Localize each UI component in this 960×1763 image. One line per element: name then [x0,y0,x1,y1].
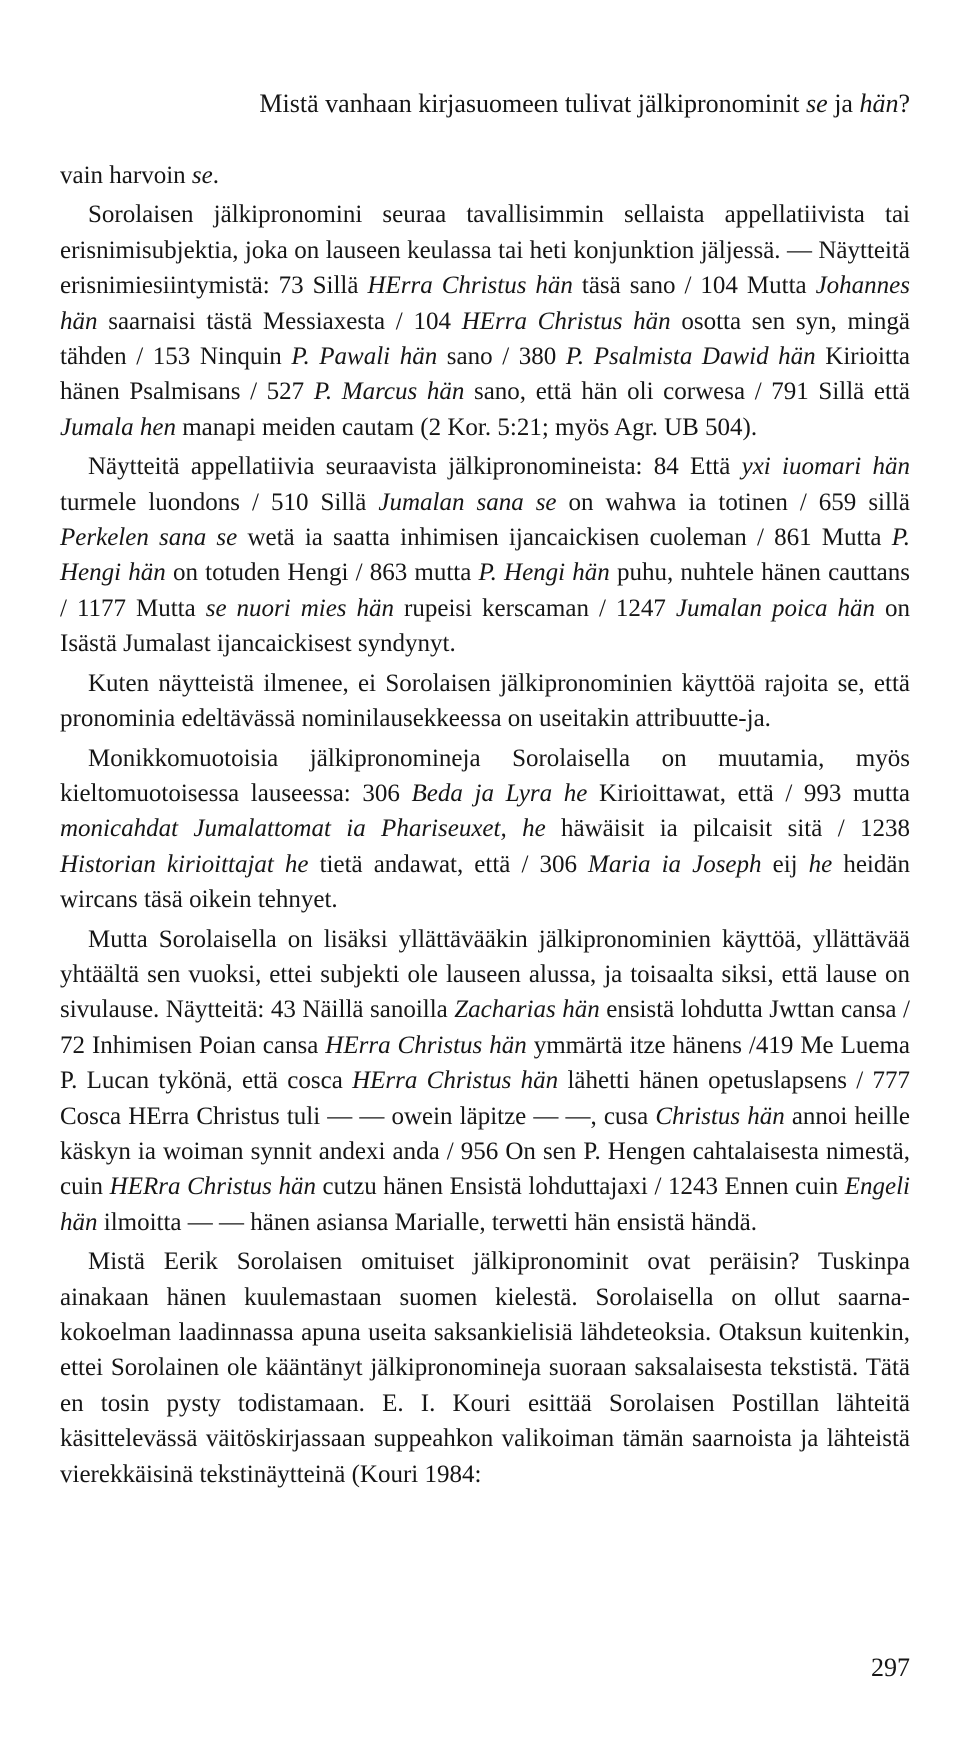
italic-example: P. Psalmista Dawid hän [565,343,816,371]
running-head [220,88,910,119]
paragraph-text: cutzu hänen Ensistä lohduttajaxi / 1243 Ennen cuin [315,1173,845,1201]
document-page [60,0,910,1763]
running-head-question-mark: ? [898,89,910,118]
running-head-conjunction: ja [827,89,860,118]
italic-example: Beda ja Lyra he [411,779,588,807]
paragraph-text: heidän wircans täsä oikein tehnyet. [60,850,910,914]
italic-example: P. Hengi hän [478,559,610,587]
paragraph-text: Näytteitä appellatiivia seuraavista jälkipronomineista: 84 Että [88,453,742,481]
italic-example: P. Pawali hän [291,343,438,371]
running-head-italic-han: hän [859,89,899,118]
italic-example: Jumala hen [60,413,176,441]
italic-example: P. Hengi hän [60,524,911,587]
paragraph-text: Kirioittawat, että / 993 mutta [587,779,910,807]
paragraph-text: Kuten näytteistä ilmenee, ei Sorolaisen jälkipronominien käyttöä rajoita se, että pronominia edeltävässä nominilausekkeessa on useitakin attribuutte-ja. [60,669,910,733]
paragraph [60,449,910,661]
paragraph-text: Sorolaisen jälkipronomini seuraa tavallisimmin sellaista appellatiivista tai erisnimisubjektia, joka on lauseen keulassa tai heti konjunktion jäljessä. — Näytteitä erisnimiesiintymistä: 73 Sillä [60,201,910,300]
italic-example: HErra Christus hän [352,1067,559,1095]
italic-example: HErra Christus hän [325,1031,527,1059]
italic-example: Historian kirioittajat he [60,850,309,878]
italic-example: yxi iuomari hän [741,453,910,481]
italic-example: Johannes hän [60,272,910,335]
italic-example: Engeli hän [60,1173,910,1236]
paragraph-text: manapi meiden cautam (2 Kor. 5:21; myös Agr. UB 504). [175,413,758,441]
paragraph-text: sano / 380 [437,343,566,371]
paragraph-text: rupeisi kerscaman / 1247 [394,594,676,622]
italic-example: Christus hän [655,1102,785,1130]
paragraph-text: osotta sen syn, mingä tähden / 153 Ninquin [60,307,911,371]
paragraph [60,666,910,737]
italic-example: P. Marcus hän [313,378,465,406]
italic-example: se nuori mies hän [205,594,395,622]
paragraph-text: saarnaisi tästä Messiaxesta / 104 [97,307,462,335]
italic-example: Perkelen sana se [60,524,238,552]
paragraph-text: sano, että hän oli corwesa / 791 Sillä että [464,378,910,406]
paragraph-text: turmele luondons / 510 Sillä [60,488,379,516]
paragraph-text: häwäisit ia pilcaisit sitä / 1238 [545,815,910,843]
italic-example: Zacharias hän [454,996,600,1024]
paragraph-text: ilmoitta — — hänen asiansa Marialle, terwetti hän ensistä händä. [97,1208,758,1236]
paragraph-text: puhu, nuhtele hänen cauttans / 1177 Mutta [60,559,910,622]
italic-example: HErra Christus hän [461,307,671,335]
paragraph [60,922,910,1241]
body-text [60,158,910,1492]
paragraph-text: ensistä lohdutta Jwttan cansa / 72 Inhimisen Poian cansa [60,996,910,1059]
paragraph [60,1244,910,1492]
paragraph-text: vain harvoin [60,162,192,189]
paragraph-text: Mutta Sorolaisella on lisäksi yllättävääkin jälkipronominien käyttöä, yllättävää yhtäältä sen vuoksi, ettei subjekti ole lauseen alussa, ja toisaalta siksi, että lause on sivulause. Näytteitä: 43 Näillä sanoilla [60,925,910,1024]
paragraph-text: wetä ia saatta inhimisen ijancaickisen cuoleman / 861 Mutta [237,524,892,552]
paragraph-text: lähetti hänen opetuslapsens / 777 Cosca HErra Christus tuli — — owein läpitze — —, cusa [60,1067,910,1130]
italic-example: monicahdat Jumalattomat ia Phariseuxet, he [60,815,546,843]
paragraph-text: tietä andawat, että / 306 [308,850,589,878]
italic-example: HERra Christus hän [109,1173,316,1201]
paragraph-text: täsä sano / 104 Mutta [572,272,816,300]
running-head-italic-se: se [806,89,828,118]
paragraph-text: on wahwa ia totinen / 659 sillä [556,488,910,516]
italic-example: Maria ia Joseph [588,850,762,878]
italic-example: se [191,162,213,189]
paragraph-text: on totuden Hengi / 863 mutta [165,559,479,587]
paragraph [60,197,910,445]
paragraph-text: eij [761,850,809,878]
paragraph-text: ymmärtä itze hänens /419 Me Luema P. Lucan tykönä, että cosca [60,1031,911,1095]
italic-example: he [808,850,833,878]
paragraph [60,158,910,193]
paragraph [60,741,910,918]
italic-example: Jumalan sana se [378,488,557,516]
running-head-text: Mistä vanhaan kirjasuomeen tulivat jälkipronominit [259,89,807,118]
italic-example: Jumalan poica hän [675,594,875,622]
paragraph-text: Kirioitta hänen Psalmisans / 527 [60,343,910,406]
paragraph-text: Mistä Eerik Sorolaisen omituiset jälkipronominit ovat peräisin? Tuskinpa ainakaan hänen kuulemastaan suomen kielestä. Sorolaisella on ollut saarnakokoelman laadinnassa apuna useita saksankielisiä lähdeteoksia. Otaksun kuitenkin, ettei Sorolainen ole kääntänyt jälkipronomineja suoraan saksalaisesta tekstistä. Tätä en tosin pysty todistamaan. E. I. Kouri esittää Sorolaisen Postillan lähteitä käsittelevässä väitöskirjassaan suppeahkon valikoiman tämän saarnoista ja lähteistä vierekkäisinä tekstinäytteinä (Kouri 1984: [60,1248,910,1488]
paragraph-text: annoi heille käskyn ia woiman synnit andexi anda / 956 On sen P. Hengen cahtalaisesta nimestä, cuin [60,1102,910,1201]
paragraph-text: on Isästä Jumalast ijancaickisest syndynyt. [60,594,910,658]
page-number: 297 [871,1653,910,1682]
paragraph-text: . [212,162,219,189]
italic-example: HErra Christus hän [367,272,573,300]
paragraph-text: Monikkomuotoisia jälkipronomineja Sorolaisella on muutamia, myös kieltomuotoisessa lauseessa: 306 [60,744,910,807]
